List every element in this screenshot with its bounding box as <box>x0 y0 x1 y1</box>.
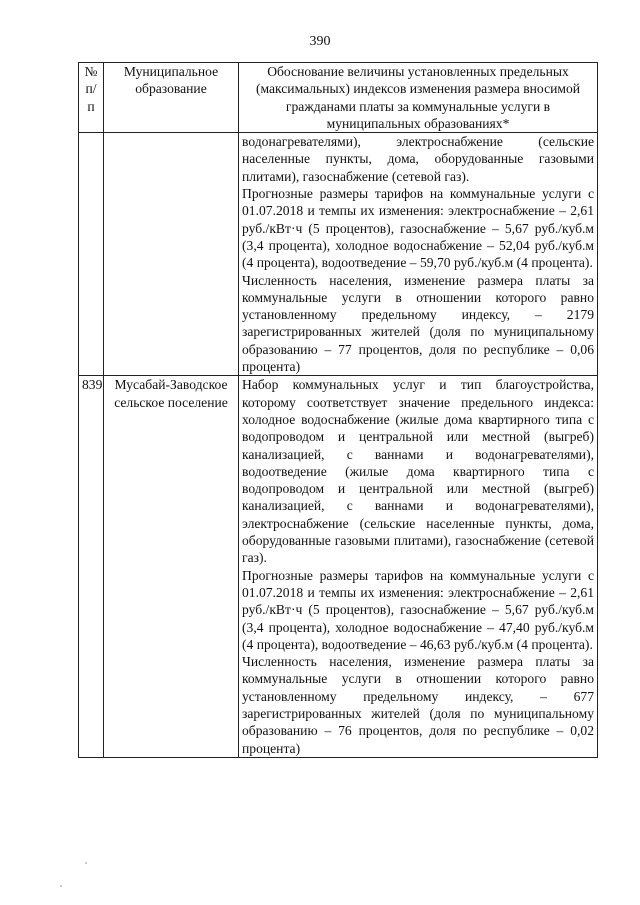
row-municipality <box>104 133 239 376</box>
row-number: 839 <box>79 376 104 758</box>
table-row <box>79 133 598 376</box>
row-justification <box>239 376 598 758</box>
header-number: № п/п <box>79 63 104 133</box>
justification-paragraph: Прогнозные размеры тарифов на коммунальные услуги с 01.07.2018 и темпы их изменения: электроснабжение – 2,61 руб./кВт·ч (5 процентов), газоснабжение – 5,67 руб./куб.м (3,4 процента), холодное водоснабжение – 47,40 руб./куб.м (4 процента), водоотведение – 46,63 руб./куб.м (4 процента). <box>242 567 594 652</box>
table-header <box>79 63 598 133</box>
header-justification: Обоснование величины установленных предельных (максимальных) индексов изменения размера вносимой гражданами платы за коммунальные услуги в муниципальных образованиях* <box>239 63 598 133</box>
table-header-row <box>79 63 598 133</box>
justification-paragraph: Численность населения, изменение размера платы за коммунальные услуги в отношении которого равно установленному предельному индексу, – 2179 зарегистрированных жителей (доля по муниципальному образованию – 77 процентов, доля по республике – 0,06 процента) <box>242 272 594 375</box>
justification-paragraph: Численность населения, изменение размера платы за коммунальные услуги в отношении которого равно установленному предельному индексу, – 677 зарегистрированных жителей (доля по муниципальному образованию – 76 процентов, доля по республике – 0,02 процента) <box>242 654 594 756</box>
justification-paragraph: водонагревателями), электроснабжение (сельские населенные пункты, дома, оборудованные газовыми плитами), газоснабжение (сетевой газ). <box>242 134 594 184</box>
tariff-table <box>78 62 598 758</box>
header-municipality: Муниципальное образование <box>104 63 239 133</box>
page-number: 390 <box>309 34 331 49</box>
scan-speck <box>60 885 62 887</box>
row-municipality: Мусабай-Заводское сельское поселение <box>104 376 239 758</box>
justification-paragraph: Прогнозные размеры тарифов на коммунальные услуги с 01.07.2018 и темпы их изменения: электроснабжение – 2,61 руб./кВт·ч (5 процентов), газоснабжение – 5,67 руб./куб.м (3,4 процента), холодное водоснабжение – 52,04 руб./куб.м (4 процента), водоотведение – 59,70 руб./куб.м (4 процента). <box>242 186 594 271</box>
scan-speck <box>85 862 87 864</box>
row-number <box>79 133 104 376</box>
table-row <box>79 376 598 758</box>
row-justification <box>239 133 598 376</box>
justification-paragraph: Набор коммунальных услуг и тип благоустройства, которому соответствует значение предельного индекса: холодное водоснабжение (жилые дома квартирного типа с водопроводом и центральной или местной (выгреб) канализацией, с ваннами и водонагревателями), водоотведение (жилые дома квартирного типа с водопроводом и центральной или местной (выгреб) канализацией, с ваннами и водонагревателями), электроснабжение (сельские населенные пункты, дома, оборудованные газовыми плитами), газоснабжение (сетевой газ). <box>242 377 594 566</box>
